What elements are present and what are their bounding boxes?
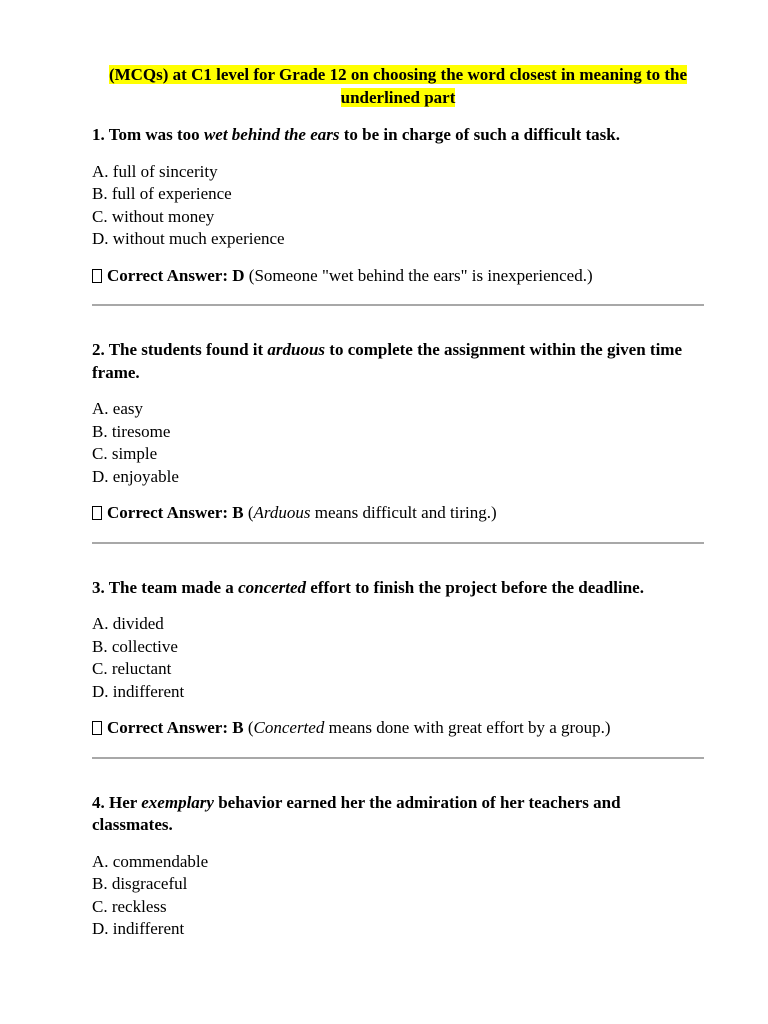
option-a: A. full of sincerity <box>92 161 218 181</box>
question-stem-after: to complete the assignment within the given time frame. <box>92 340 683 382</box>
document-title <box>92 64 704 109</box>
question-2 <box>92 339 704 525</box>
question-number: 3. <box>92 577 105 597</box>
option-d: D. indifferent <box>92 919 185 938</box>
option-b: B. tiresome <box>92 421 171 441</box>
question-stem-before: The team made a <box>104 577 239 597</box>
options-list <box>92 851 704 941</box>
question-number: 4. <box>92 792 105 812</box>
options-list <box>92 161 704 251</box>
answer-explanation-term: Arduous <box>253 503 311 522</box>
question-stem-after: to be in charge of such a difficult task. <box>339 125 620 144</box>
option-c: C. simple <box>92 444 158 463</box>
option-b: B. disgraceful <box>92 874 188 893</box>
question-stem-before: Tom was too <box>104 125 204 144</box>
question-text <box>92 577 704 600</box>
question-stem-before: The students found it <box>104 340 268 359</box>
answer-explanation-term: Concerted <box>253 718 325 737</box>
question-stem-before: Her <box>104 792 142 812</box>
options-list <box>92 398 704 488</box>
question-number: 2. <box>92 340 105 359</box>
divider <box>92 542 704 544</box>
answer-label: Correct Answer: B <box>107 503 244 522</box>
question-stem-after: behavior earned her the admiration of her teachers and classmates. <box>92 792 621 834</box>
question-4 <box>92 792 704 941</box>
question-1 <box>92 124 704 287</box>
question-text <box>92 339 704 384</box>
option-b: B. full of experience <box>92 184 232 203</box>
checkmark-icon <box>92 506 102 520</box>
option-c: C. reluctant <box>92 659 172 678</box>
target-phrase: exemplary <box>141 792 214 812</box>
correct-answer <box>92 717 704 740</box>
target-phrase: concerted <box>238 577 307 597</box>
option-b: B. collective <box>92 636 178 656</box>
answer-explanation: (Someone "wet behind the ears" is inexperienced.) <box>244 265 593 285</box>
document-page <box>92 64 704 955</box>
answer-explanation-pre: ( <box>243 503 254 522</box>
highlighted-title-text: (MCQs) at C1 level for Grade 12 on choosing the word closest in meaning to the underlined part <box>108 65 688 107</box>
answer-label: Correct Answer: B <box>107 718 244 737</box>
option-a: A. divided <box>92 614 164 633</box>
target-phrase: arduous <box>267 340 326 359</box>
answer-explanation-post: means done with great effort by a group.) <box>324 718 611 737</box>
answer-explanation-pre: ( <box>243 718 254 737</box>
checkmark-icon <box>92 721 102 735</box>
option-d: D. enjoyable <box>92 466 179 486</box>
option-a: A. commendable <box>92 851 209 871</box>
option-a: A. easy <box>92 399 143 418</box>
question-3 <box>92 577 704 740</box>
options-list <box>92 613 704 703</box>
answer-explanation-post: means difficult and tiring.) <box>310 503 497 522</box>
divider <box>92 304 704 306</box>
option-d: D. without much experience <box>92 229 285 248</box>
correct-answer <box>92 265 704 288</box>
divider <box>92 757 704 759</box>
checkmark-icon <box>92 269 102 283</box>
target-phrase: wet behind the ears <box>203 125 340 144</box>
question-number: 1. <box>92 125 105 144</box>
option-d: D. indifferent <box>92 681 185 701</box>
question-text <box>92 124 704 147</box>
option-c: C. reckless <box>92 896 167 916</box>
question-text <box>92 792 704 837</box>
question-stem-after: effort to finish the project before the deadline. <box>306 577 644 597</box>
option-c: C. without money <box>92 206 215 226</box>
correct-answer <box>92 502 704 525</box>
answer-label: Correct Answer: D <box>107 265 245 285</box>
